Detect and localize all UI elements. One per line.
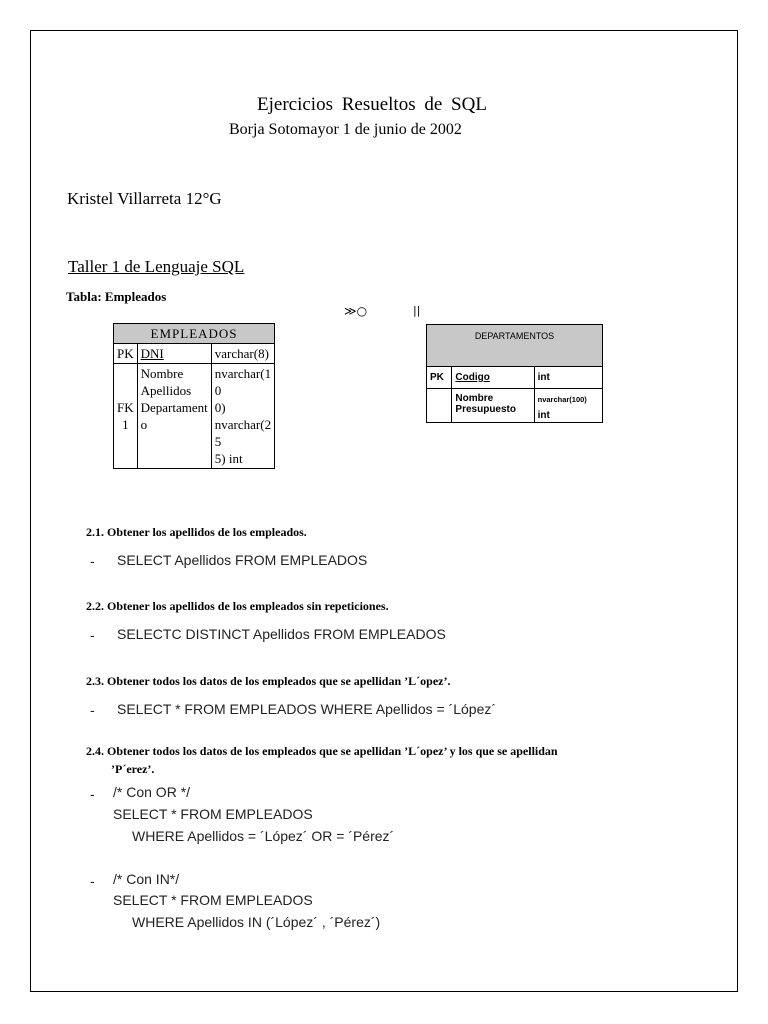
list-dash: - (90, 873, 95, 889)
type-line: int (537, 410, 550, 421)
exercise-question: 2.4. Obtener todos los datos de los empleados que se apellidan ’L´opez’ y los que se apellidan (86, 744, 558, 758)
exercise-question: 2.2. Obtener los apellidos de los empleados sin repeticiones. (86, 599, 389, 613)
sql-comment: /* Con OR */ (113, 784, 191, 800)
empleados-types (211, 364, 274, 469)
one-mark-icon: || (413, 304, 421, 317)
field-departamento-cont: o (140, 417, 148, 432)
empleados-entity (113, 323, 275, 469)
empleados-name: EMPLEADOS (114, 324, 275, 344)
empleados-pk-type: varchar(8) (211, 344, 274, 364)
empleados-fk-cell (114, 364, 138, 469)
sql-where: WHERE Apellidos IN (´López´ , ´Pérez´) (132, 914, 381, 930)
sql-comment: /* Con IN*/ (113, 871, 180, 887)
departamentos-entity (426, 324, 603, 423)
departamentos-name: DEPARTAMENTOS (427, 325, 603, 367)
type-line: 5 (214, 434, 222, 449)
sql-statement: SELECT * FROM EMPLEADOS (113, 892, 313, 908)
departamentos-empty-cell (427, 389, 452, 423)
empleados-fk-label: FK (117, 400, 134, 415)
list-dash: - (90, 627, 95, 643)
crow-foot-icon: ≫○ (344, 304, 368, 318)
field-nombre: Nombre (455, 393, 494, 404)
document-page (30, 30, 738, 992)
departamentos-fields (452, 389, 534, 423)
field-nombre: Nombre (140, 366, 184, 381)
list-dash: - (90, 786, 95, 802)
departamentos-pk-field: Codigo (452, 367, 534, 389)
empleados-fk-num: 1 (122, 417, 129, 432)
departamentos-types (534, 389, 602, 423)
departamentos-pk-type: int (534, 367, 602, 389)
type-line: 5) int (214, 451, 243, 466)
departamentos-pk-label: PK (427, 367, 452, 389)
sql-statement: SELECTC DISTINCT Apellidos FROM EMPLEADOS (117, 626, 446, 642)
type-line: 0) (214, 400, 226, 415)
type-line: nvarchar(100) (537, 395, 587, 404)
empleados-pk-label: PK (114, 344, 138, 364)
field-departamento: Departament (140, 400, 208, 415)
exercise-question: 2.1. Obtener los apellidos de los empleados. (86, 525, 307, 539)
empleados-pk-field: DNI (137, 344, 211, 364)
table-label: Tabla: Empleados (66, 289, 167, 304)
author-line: Kristel Villarreta 12°G (67, 189, 222, 208)
exercise-question-cont: ’P´erez’. (111, 762, 155, 776)
sql-where: WHERE Apellidos = ´López´ OR = ´Pérez´ (132, 828, 395, 844)
type-line: nvarchar(1 (214, 366, 272, 381)
sql-statement: SELECT * FROM EMPLEADOS WHERE Apellidos = ´López´ (117, 701, 497, 717)
document-subtitle: Borja Sotomayor 1 de junio de 2002 (229, 121, 462, 138)
section-title: Taller 1 de Lenguaje SQL (68, 257, 245, 276)
type-line: nvarchar(2 (214, 417, 272, 432)
exercise-question: 2.3. Obtener todos los datos de los empleados que se apellidan ’L´opez’. (86, 674, 451, 688)
empleados-fields (137, 364, 211, 469)
sql-statement: SELECT * FROM EMPLEADOS (113, 806, 313, 822)
type-line: 0 (214, 383, 222, 398)
field-apellidos: Apellidos (140, 383, 192, 398)
list-dash: - (90, 553, 95, 569)
field-presupuesto: Presupuesto (455, 404, 516, 415)
sql-statement: SELECT Apellidos FROM EMPLEADOS (117, 552, 368, 568)
document-title: Ejercicios Resueltos de SQL (257, 94, 487, 115)
list-dash: - (90, 702, 95, 718)
